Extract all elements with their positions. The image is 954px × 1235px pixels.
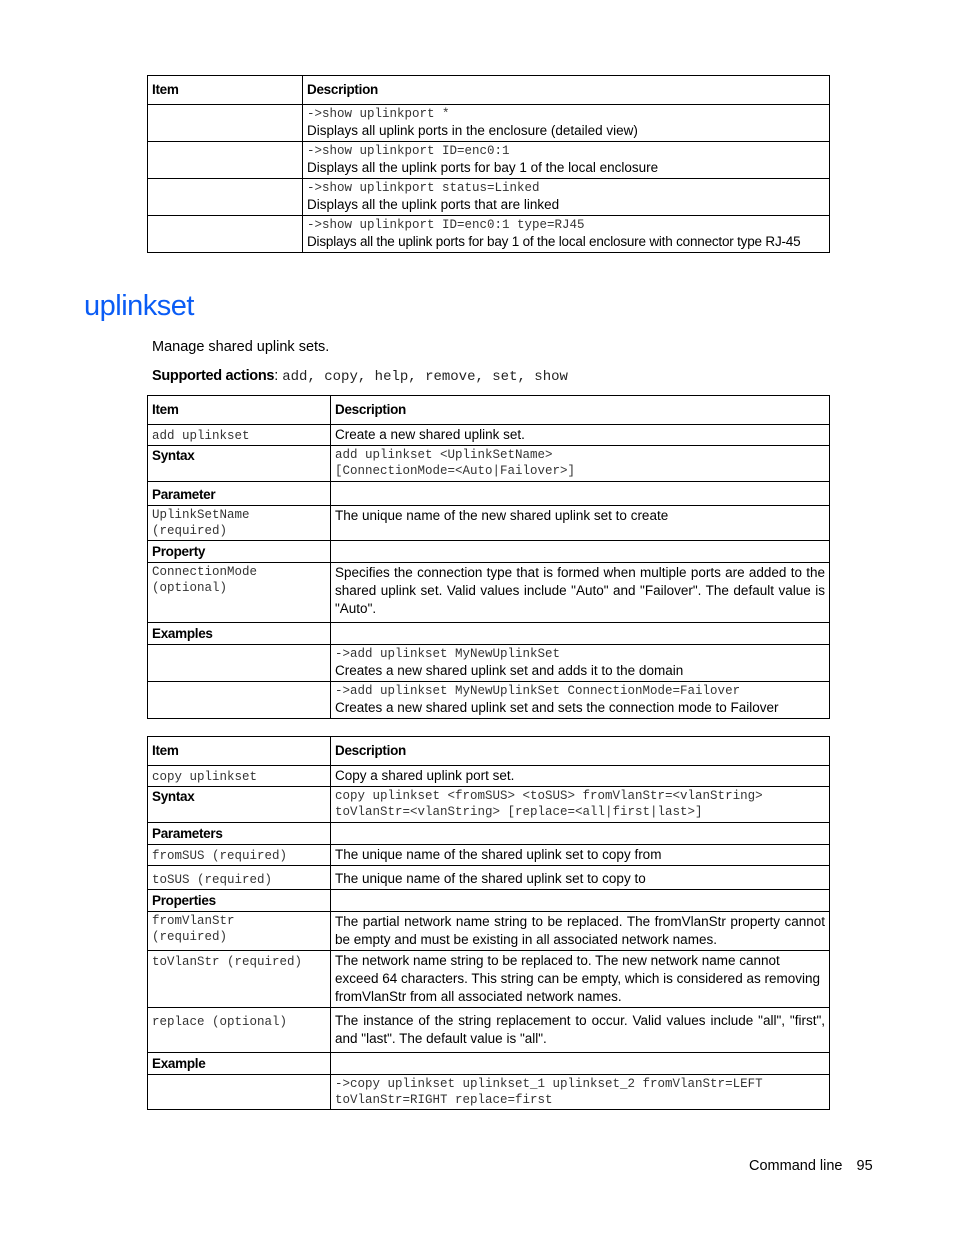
example-command: ->show uplinkport ID=enc0:1 type=RJ45 — [307, 218, 585, 232]
example-command: ->copy uplinkset uplinkset_1 uplinkset_2 fromVlanStr=LEFT — [335, 1077, 763, 1091]
example-text: Creates a new shared uplink set and sets the connection mode to Failover — [335, 700, 779, 715]
table-row — [148, 506, 830, 541]
table-row — [148, 482, 830, 506]
property-name: fromVlanStr (required) — [148, 912, 331, 951]
header-item: Item — [148, 737, 331, 766]
property-label: Property — [148, 541, 331, 563]
empty-cell — [331, 541, 830, 563]
description-cell — [303, 105, 830, 142]
page-number: 95 — [856, 1158, 873, 1174]
empty-cell — [331, 823, 830, 845]
table-row — [148, 105, 830, 142]
header-description: Description — [331, 737, 830, 766]
example-command: ->add uplinkset MyNewUplinkSet — [335, 647, 561, 661]
table-row — [148, 1008, 830, 1053]
table-row — [148, 179, 830, 216]
parameter-label: Parameter — [148, 482, 331, 506]
syntax-cell — [331, 446, 830, 482]
header-description: Description — [331, 396, 830, 425]
table-row — [148, 142, 830, 179]
table-row — [148, 912, 830, 951]
parameters-label: Parameters — [148, 823, 331, 845]
item-cell — [148, 216, 303, 253]
table-header-row — [148, 76, 830, 105]
property-name: replace (optional) — [148, 1008, 331, 1053]
description-cell: Copy a shared uplink port set. — [331, 766, 830, 787]
item-cell — [148, 105, 303, 142]
item-cell — [148, 142, 303, 179]
table-row — [148, 787, 830, 823]
add-uplinkset-table — [147, 395, 830, 719]
table-row — [148, 563, 830, 623]
example-text: Displays all the uplink ports for bay 1 of the local enclosure — [307, 160, 659, 175]
table-row — [148, 216, 830, 253]
empty-cell — [148, 645, 331, 682]
uplinkport-examples-table — [147, 75, 830, 253]
item-cell — [148, 766, 331, 787]
parameter-description: The unique name of the new shared uplink set to create — [331, 506, 830, 541]
example-cell — [331, 682, 830, 719]
example-text: Creates a new shared uplink set and adds it to the domain — [335, 663, 684, 678]
syntax-label: Syntax — [148, 446, 331, 482]
table-row — [148, 766, 830, 787]
supported-actions-list: add, copy, help, remove, set, show — [282, 369, 568, 385]
example-command: ->show uplinkport status=Linked — [307, 181, 540, 195]
empty-cell — [331, 890, 830, 912]
supported-actions: Supported actions: add, copy, help, remove, set, show — [152, 368, 568, 385]
description-cell: Create a new shared uplink set. — [331, 425, 830, 446]
description-cell — [303, 179, 830, 216]
property-description: The network name string to be replaced to. The new network name cannot exceed 64 characters. This string can be empty, which is considered as removing fromVlanStr from all associated network names. — [331, 951, 830, 1008]
table-row — [148, 446, 830, 482]
item-cell — [148, 425, 331, 446]
example-text: Displays all uplink ports in the enclosure (detailed view) — [307, 123, 638, 138]
syntax-line: add uplinkset <UplinkSetName> — [335, 448, 553, 462]
description-cell — [303, 216, 830, 253]
example-command: toVlanStr=RIGHT replace=first — [335, 1093, 553, 1107]
table-row — [148, 425, 830, 446]
table-row — [148, 845, 830, 866]
table-row — [148, 1053, 830, 1075]
table-row — [148, 866, 830, 890]
section-description: Manage shared uplink sets. — [152, 339, 330, 355]
command-name: add uplinkset — [152, 429, 250, 443]
properties-label: Properties — [148, 890, 331, 912]
example-label: Example — [148, 1053, 331, 1075]
example-command: ->show uplinkport * — [307, 107, 450, 121]
table-header-row — [148, 396, 830, 425]
table-row — [148, 623, 830, 645]
empty-cell — [331, 1053, 830, 1075]
property-name: ConnectionMode (optional) — [148, 563, 331, 623]
property-description: Specifies the connection type that is formed when multiple ports are added to the shared uplink set. Valid values include "Auto" and "Failover". The default value is "Auto". — [331, 563, 830, 623]
section-title: uplinkset — [84, 290, 194, 322]
examples-label: Examples — [148, 623, 331, 645]
header-item: Item — [148, 396, 331, 425]
syntax-line: copy uplinkset <fromSUS> <toSUS> fromVlanStr=<vlanString> — [335, 789, 763, 803]
parameter-description: The unique name of the shared uplink set to copy to — [331, 866, 830, 890]
item-cell — [148, 179, 303, 216]
description-cell — [303, 142, 830, 179]
example-cell — [331, 645, 830, 682]
parameter-name: toSUS (required) — [148, 866, 331, 890]
header-item: Item — [148, 76, 303, 105]
table-row — [148, 645, 830, 682]
empty-cell — [331, 482, 830, 506]
syntax-label: Syntax — [148, 787, 331, 823]
property-description: The partial network name string to be replaced. The fromVlanStr property cannot be empty and must be existing in all associated network names. — [331, 912, 830, 951]
empty-cell — [148, 682, 331, 719]
footer-label: Command line — [749, 1158, 843, 1174]
table-row — [148, 890, 830, 912]
header-description: Description — [303, 76, 830, 105]
empty-cell — [148, 1075, 331, 1110]
example-text: Displays all the uplink ports that are linked — [307, 197, 560, 212]
parameter-name: UplinkSetName (required) — [148, 506, 331, 541]
table-row — [148, 1075, 830, 1110]
syntax-line: toVlanStr=<vlanString> [replace=<all|first|last>] — [335, 805, 703, 819]
empty-cell — [331, 623, 830, 645]
example-command: ->add uplinkset MyNewUplinkSet ConnectionMode=Failover — [335, 684, 741, 698]
example-text: Displays all the uplink ports for bay 1 of the local enclosure with connector type RJ-45 — [307, 234, 801, 249]
command-name: copy uplinkset — [152, 770, 258, 784]
syntax-cell — [331, 787, 830, 823]
table-header-row — [148, 737, 830, 766]
table-row — [148, 541, 830, 563]
parameter-description: The unique name of the shared uplink set to copy from — [331, 845, 830, 866]
page-footer — [749, 1158, 873, 1174]
example-cell — [331, 1075, 830, 1110]
syntax-line: [ConnectionMode=<Auto|Failover>] — [335, 464, 576, 478]
table-row — [148, 951, 830, 1008]
property-name: toVlanStr (required) — [148, 951, 331, 1008]
parameter-name: fromSUS (required) — [148, 845, 331, 866]
copy-uplinkset-table — [147, 736, 830, 1110]
table-row — [148, 682, 830, 719]
property-description: The instance of the string replacement to occur. Valid values include "all", "first", and "last". The default value is "all". — [331, 1008, 830, 1053]
table-row — [148, 823, 830, 845]
example-command: ->show uplinkport ID=enc0:1 — [307, 144, 510, 158]
supported-actions-label: Supported actions — [152, 368, 275, 384]
